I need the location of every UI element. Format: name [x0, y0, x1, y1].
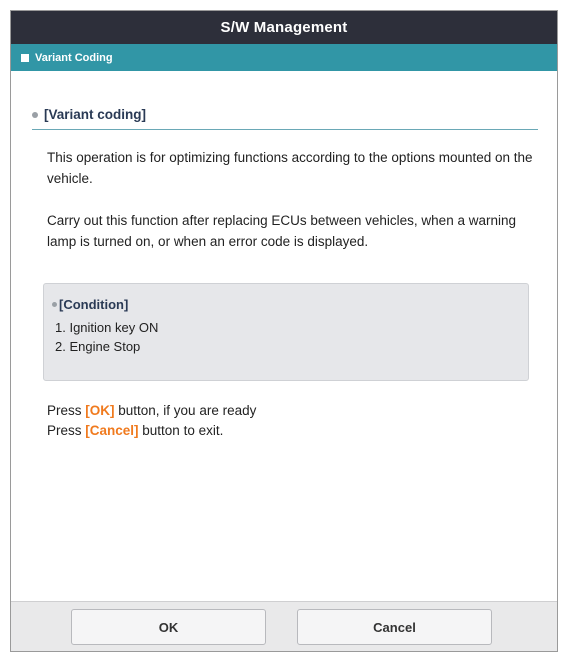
press-ok-line: [47, 401, 538, 421]
square-icon: [21, 54, 29, 62]
condition-header: [52, 297, 528, 312]
press-ok-prefix: Press: [47, 403, 86, 418]
description-paragraph: This operation is for optimizing functions according to the options mounted on the vehicle.: [47, 150, 533, 186]
window-title: S/W Management: [11, 11, 557, 44]
subheader-label: Variant Coding: [35, 51, 113, 64]
subheader-bar: [11, 44, 557, 71]
condition-item: 1. Ignition key ON: [55, 320, 159, 335]
press-ok-suffix: button, if you are ready: [114, 403, 257, 418]
cancel-button[interactable]: Cancel: [297, 609, 492, 645]
press-cancel-prefix: Press: [47, 423, 86, 438]
press-instructions: [32, 401, 538, 441]
sw-management-dialog: [10, 10, 558, 652]
condition-list: [52, 318, 528, 356]
ok-button[interactable]: OK: [71, 609, 266, 645]
bullet-icon: [52, 302, 57, 307]
dialog-content: [11, 107, 557, 441]
condition-title: [Condition]: [59, 297, 129, 312]
section-title: [Variant coding]: [44, 107, 147, 122]
press-cancel-line: [47, 421, 538, 441]
ok-highlight: [OK]: [85, 403, 115, 418]
press-cancel-suffix: button to exit.: [138, 423, 224, 438]
section-header: [32, 107, 538, 130]
cancel-highlight: [Cancel]: [85, 423, 139, 438]
condition-item: 2. Engine Stop: [55, 339, 141, 354]
bullet-icon: [32, 112, 38, 118]
instruction-paragraph: Carry out this function after replacing ECUs between vehicles, when a warning lamp is turned on, or when an error code is displayed.: [47, 213, 516, 249]
condition-box: [43, 283, 529, 381]
dialog-footer: [11, 601, 557, 651]
